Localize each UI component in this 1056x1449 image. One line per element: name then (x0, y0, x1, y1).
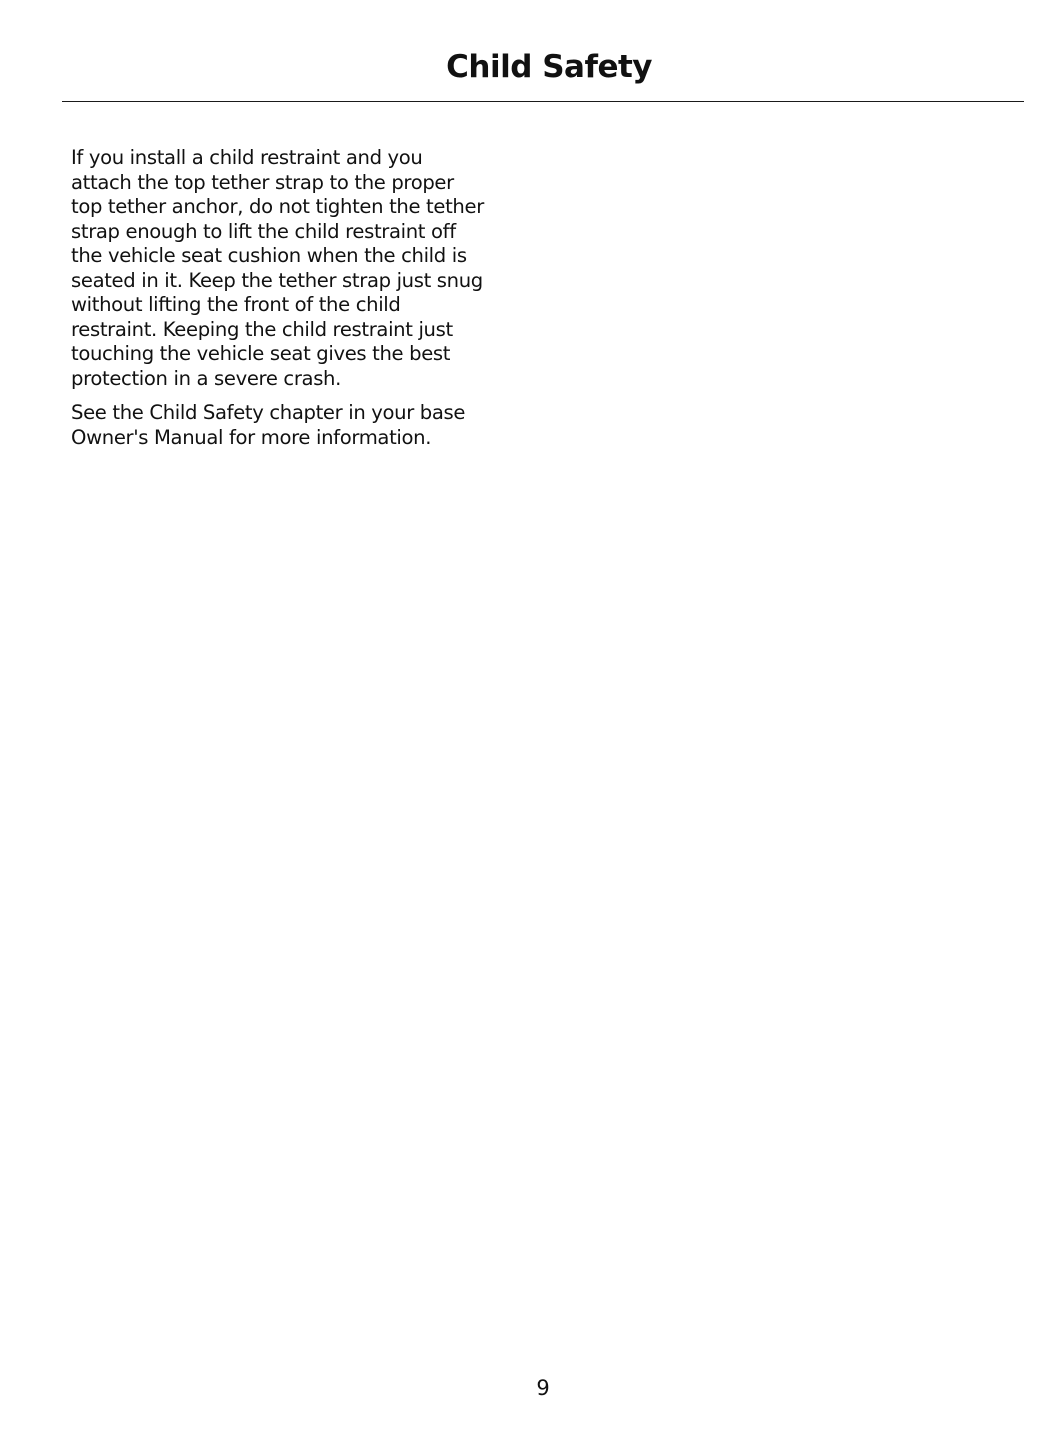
page-title: Child Safety (446, 49, 652, 85)
more-information-paragraph: See the Child Safety chapter in your base Owner's Manual for more information. (71, 401, 466, 449)
page-header (62, 42, 1024, 102)
tether-strap-paragraph: If you install a child restraint and you attach the top tether strap to the proper top tether anchor, do not tighten the tether strap enough to lift the child restraint off the vehicle seat cushion when the child is seated in it. Keep the tether strap just snug without lifting the front of the child restraint. Keeping the child restraint just touching the vehicle seat gives the best protection in a severe crash. (71, 146, 484, 390)
content-column (71, 146, 541, 460)
page-number: 9 (536, 1376, 550, 1400)
